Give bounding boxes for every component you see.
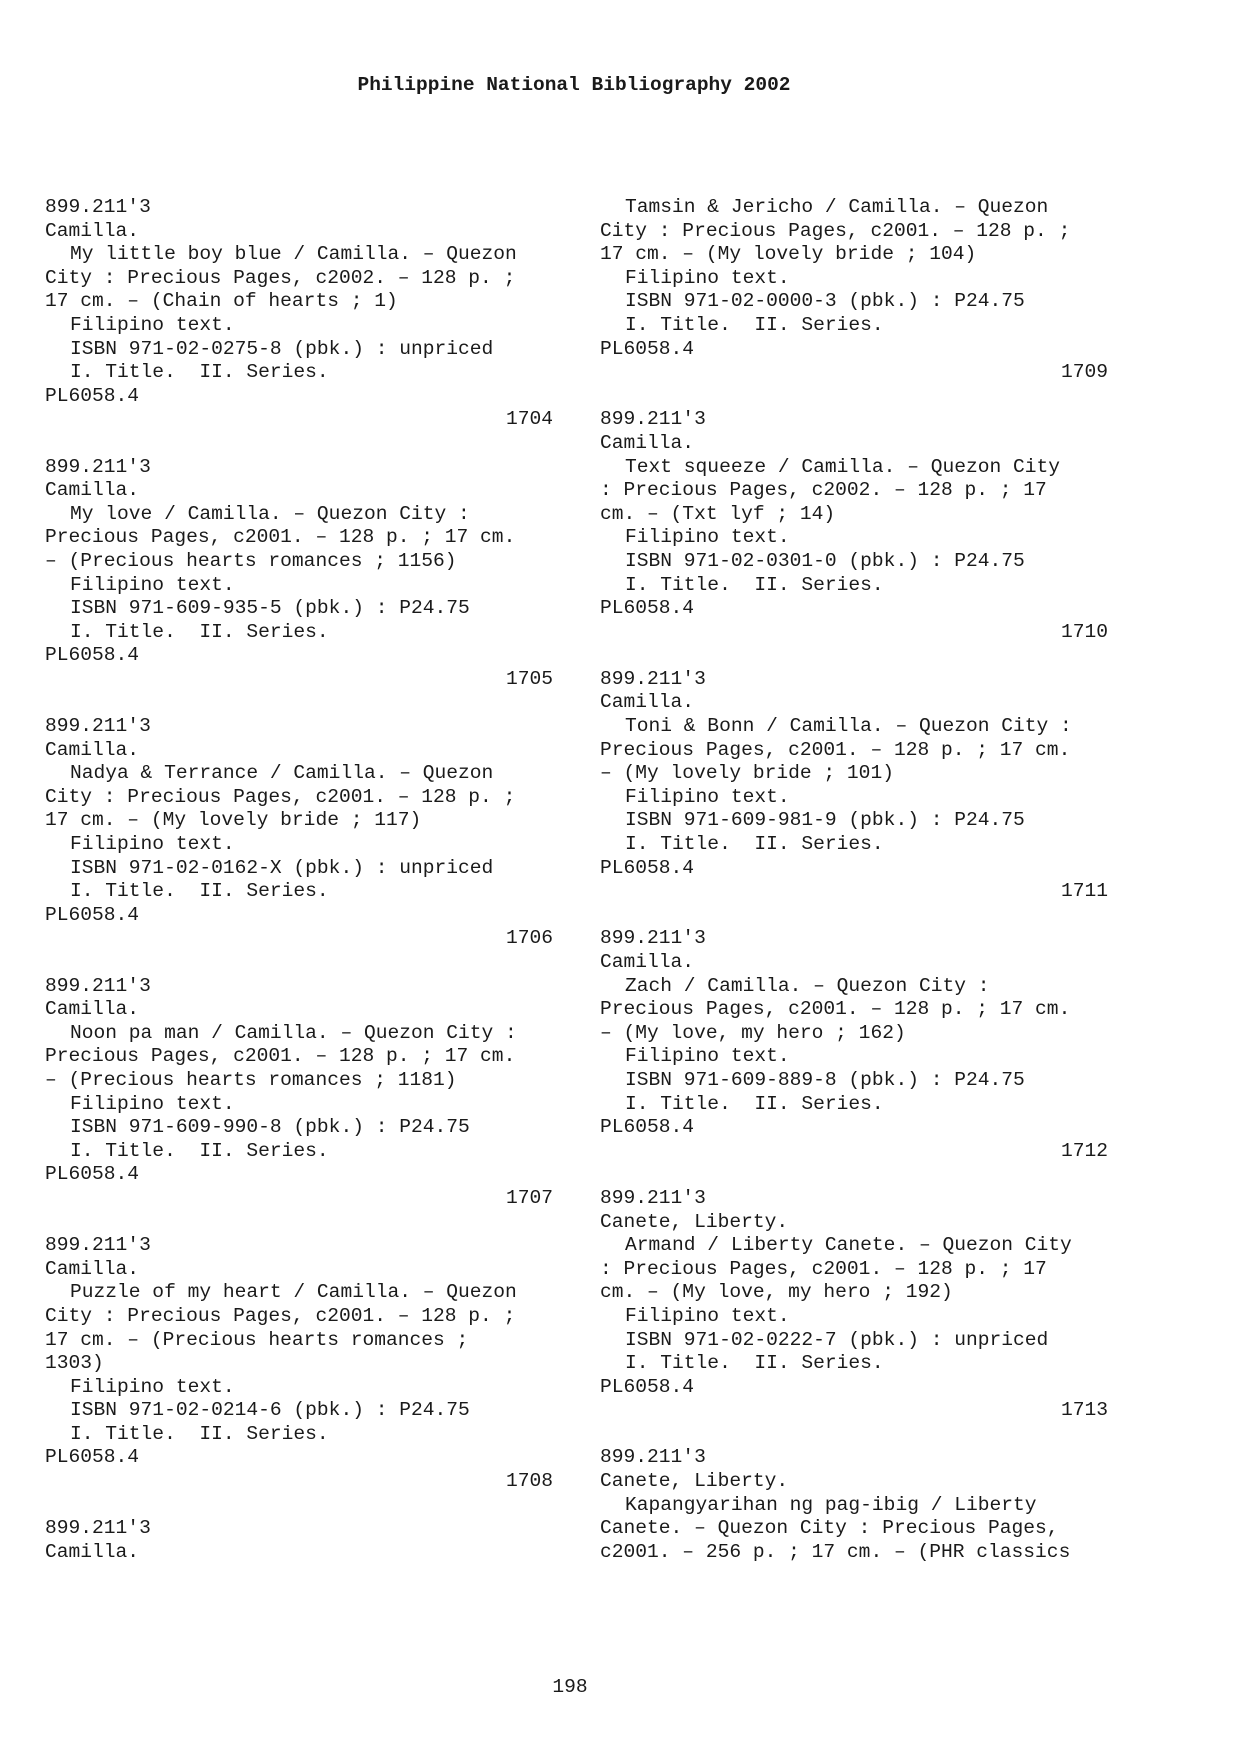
entry-separator: [45, 432, 557, 456]
bibliographic-line: PL6058.4: [45, 903, 140, 926]
bibliographic-line: Filipino text.: [70, 313, 235, 336]
bibliographic-line: Canete, Liberty.: [600, 1210, 789, 1233]
bibliographic-line: – (My lovely bride ; 101): [600, 762, 894, 785]
entry-separator: [600, 1423, 1112, 1447]
bibliographic-line: I. Title. II. Series.: [625, 1092, 884, 1115]
bibliographic-line: Filipino text.: [625, 1304, 790, 1327]
bibliographic-line: Canete, Liberty.: [600, 1470, 789, 1493]
bibliographic-line: 899.211'3: [45, 455, 151, 478]
bibliographic-line: – (My love, my hero ; 162): [600, 1021, 906, 1044]
bibliographic-line: 899.211'3: [45, 1234, 151, 1257]
bibliographic-line: Kapangyarihan ng pag-ibig / Liberty: [625, 1493, 1037, 1516]
bibliographic-line: I. Title. II. Series.: [625, 833, 884, 856]
bibliographic-line: Camilla.: [45, 998, 140, 1021]
right-column: [600, 196, 1112, 1564]
bibliographic-line: Canete. – Quezon City : Precious Pages,: [600, 1517, 1059, 1540]
bibliographic-line: ISBN 971-02-0000-3 (pbk.) : P24.75: [625, 290, 1025, 313]
entry-number: 1708: [505, 1470, 553, 1493]
entry-separator: [45, 1211, 557, 1235]
bibliographic-line: I. Title. II. Series.: [70, 1422, 329, 1445]
bibliographic-line: ISBN 971-02-0222-7 (pbk.) : unpriced: [625, 1328, 1049, 1351]
bibliographic-line: Tamsin & Jericho / Camilla. – Quezon: [625, 196, 1049, 218]
bibliographic-line: Filipino text.: [625, 266, 790, 289]
bibliographic-line: PL6058.4: [600, 1375, 695, 1398]
entry-number: 1713: [1060, 1399, 1108, 1422]
bibliographic-line: – (Precious hearts romances ; 1156): [45, 549, 457, 572]
bibliographic-line: Camilla.: [600, 951, 695, 973]
entry-number: 1709: [1060, 361, 1108, 384]
bibliographic-line: Precious Pages, c2001. – 128 p. ; 17 cm.: [600, 738, 1071, 761]
page-number: 198: [552, 1676, 588, 1698]
bibliographic-line: City : Precious Pages, c2001. – 128 p. ;: [45, 1304, 516, 1327]
bibliographic-line: I. Title. II. Series.: [625, 313, 884, 336]
bibliographic-line: Camilla.: [600, 431, 695, 454]
bibliographic-line: Camilla.: [45, 479, 140, 502]
bibliographic-line: I. Title. II. Series.: [70, 620, 329, 643]
page-title: Philippine National Bibliography 2002: [357, 74, 791, 96]
bibliographic-line: Camilla.: [45, 1540, 140, 1563]
bibliographic-line: 1303): [45, 1352, 104, 1375]
bibliographic-line: ISBN 971-02-0275-8 (pbk.) : unpriced: [70, 337, 494, 360]
bibliographic-line: Precious Pages, c2001. – 128 p. ; 17 cm.: [45, 526, 516, 549]
bibliographic-line: I. Title. II. Series.: [625, 573, 884, 596]
bibliographic-line: 17 cm. – (My lovely bride ; 117): [45, 809, 422, 832]
bibliographic-line: City : Precious Pages, c2002. – 128 p. ;: [45, 266, 516, 289]
bibliographic-line: I. Title. II. Series.: [625, 1352, 884, 1375]
bibliographic-line: I. Title. II. Series.: [70, 880, 329, 903]
entry-separator: [45, 691, 557, 715]
bibliographic-line: Filipino text.: [625, 526, 790, 549]
bibliographic-line: I. Title. II. Series.: [70, 1139, 329, 1162]
bibliographic-line: 899.211'3: [600, 927, 706, 950]
bibliographic-line: Zach / Camilla. – Quezon City :: [625, 974, 990, 997]
bibliographic-line: ISBN 971-609-935-5 (pbk.) : P24.75: [70, 597, 470, 620]
entry-number: 1707: [505, 1186, 553, 1209]
entry-separator: [600, 385, 1112, 409]
bibliographic-line: Precious Pages, c2001. – 128 p. ; 17 cm.: [600, 998, 1071, 1021]
bibliographic-line: Camilla.: [45, 738, 140, 761]
entry-number: 1705: [505, 667, 553, 690]
bibliographic-line: City : Precious Pages, c2001. – 128 p. ;: [600, 219, 1071, 242]
bibliographic-line: PL6058.4: [600, 337, 695, 360]
bibliographic-line: ISBN 971-609-990-8 (pbk.) : P24.75: [70, 1116, 470, 1139]
bibliographic-line: 17 cm. – (My lovely bride ; 104): [600, 243, 977, 266]
bibliographic-line: 899.211'3: [45, 1517, 151, 1540]
entry-separator: [45, 1494, 557, 1518]
bibliographic-line: : Precious Pages, c2001. – 128 p. ; 17: [600, 1257, 1047, 1280]
bibliographic-line: Camilla.: [45, 1257, 140, 1280]
bibliographic-line: ISBN 971-609-889-8 (pbk.) : P24.75: [625, 1068, 1025, 1091]
entry-separator: [600, 644, 1112, 668]
bibliographic-line: cm. – (My love, my hero ; 192): [600, 1281, 953, 1304]
bibliographic-line: PL6058.4: [600, 1116, 695, 1139]
entry-number: 1706: [505, 927, 553, 950]
bibliographic-line: Filipino text.: [70, 573, 235, 596]
bibliographic-line: PL6058.4: [45, 1446, 140, 1469]
bibliographic-line: c2001. – 256 p. ; 17 cm. – (PHR classics: [600, 1540, 1071, 1563]
bibliographic-line: Noon pa man / Camilla. – Quezon City :: [70, 1021, 517, 1044]
bibliographic-line: Camilla.: [600, 691, 695, 714]
entry-separator: [600, 1163, 1112, 1187]
entry-separator: [45, 951, 557, 975]
bibliographic-line: cm. – (Txt lyf ; 14): [600, 502, 836, 525]
bibliographic-line: Filipino text.: [70, 1092, 235, 1115]
bibliographic-line: 899.211'3: [600, 408, 706, 431]
bibliographic-line: PL6058.4: [45, 1163, 140, 1186]
bibliographic-line: Text squeeze / Camilla. – Quezon City: [625, 455, 1061, 478]
bibliographic-line: 899.211'3: [600, 1446, 706, 1469]
bibliographic-line: 899.211'3: [600, 1186, 706, 1209]
entry-separator: [600, 904, 1112, 928]
bibliographic-line: My love / Camilla. – Quezon City :: [70, 502, 470, 525]
bibliographic-line: Toni & Bonn / Camilla. – Quezon City :: [625, 715, 1072, 738]
bibliographic-line: Precious Pages, c2001. – 128 p. ; 17 cm.: [45, 1045, 516, 1068]
bibliographic-line: 899.211'3: [45, 196, 151, 218]
bibliographic-line: Filipino text.: [625, 1045, 790, 1068]
bibliographic-line: 899.211'3: [45, 974, 151, 997]
bibliographic-line: ISBN 971-02-0214-6 (pbk.) : P24.75: [70, 1399, 470, 1422]
bibliographic-line: ISBN 971-02-0162-X (pbk.) : unpriced: [70, 856, 494, 879]
bibliographic-line: Camilla.: [45, 219, 140, 242]
bibliographic-line: City : Precious Pages, c2001. – 128 p. ;: [45, 785, 516, 808]
bibliographic-line: Filipino text.: [70, 1375, 235, 1398]
bibliographic-line: 899.211'3: [600, 667, 706, 690]
bibliographic-line: My little boy blue / Camilla. – Quezon: [70, 243, 517, 266]
bibliographic-line: PL6058.4: [45, 644, 140, 667]
bibliographic-line: Armand / Liberty Canete. – Quezon City: [625, 1234, 1072, 1257]
entry-number: 1710: [1060, 620, 1108, 643]
bibliographic-line: Puzzle of my heart / Camilla. – Quezon: [70, 1281, 517, 1304]
bibliographic-line: I. Title. II. Series.: [70, 361, 329, 384]
bibliographic-line: PL6058.4: [600, 856, 695, 879]
bibliographic-line: – (Precious hearts romances ; 1181): [45, 1068, 457, 1091]
bibliographic-line: 899.211'3: [45, 715, 151, 738]
entry-number: 1704: [505, 408, 553, 431]
bibliographic-line: ISBN 971-609-981-9 (pbk.) : P24.75: [625, 809, 1025, 832]
bibliographic-line: Nadya & Terrance / Camilla. – Quezon: [70, 762, 494, 785]
bibliographic-line: PL6058.4: [600, 597, 695, 620]
bibliographic-line: PL6058.4: [45, 384, 140, 407]
bibliographic-line: 17 cm. – (Precious hearts romances ;: [45, 1328, 469, 1351]
bibliographic-line: Filipino text.: [625, 785, 790, 808]
bibliographic-line: ISBN 971-02-0301-0 (pbk.) : P24.75: [625, 549, 1025, 572]
bibliographic-line: 17 cm. – (Chain of hearts ; 1): [45, 290, 398, 313]
bibliographic-line: Filipino text.: [70, 833, 235, 856]
bibliographic-line: : Precious Pages, c2002. – 128 p. ; 17: [600, 479, 1047, 502]
entry-number: 1712: [1060, 1139, 1108, 1162]
entry-number: 1711: [1060, 880, 1108, 903]
left-column: [45, 196, 557, 1564]
